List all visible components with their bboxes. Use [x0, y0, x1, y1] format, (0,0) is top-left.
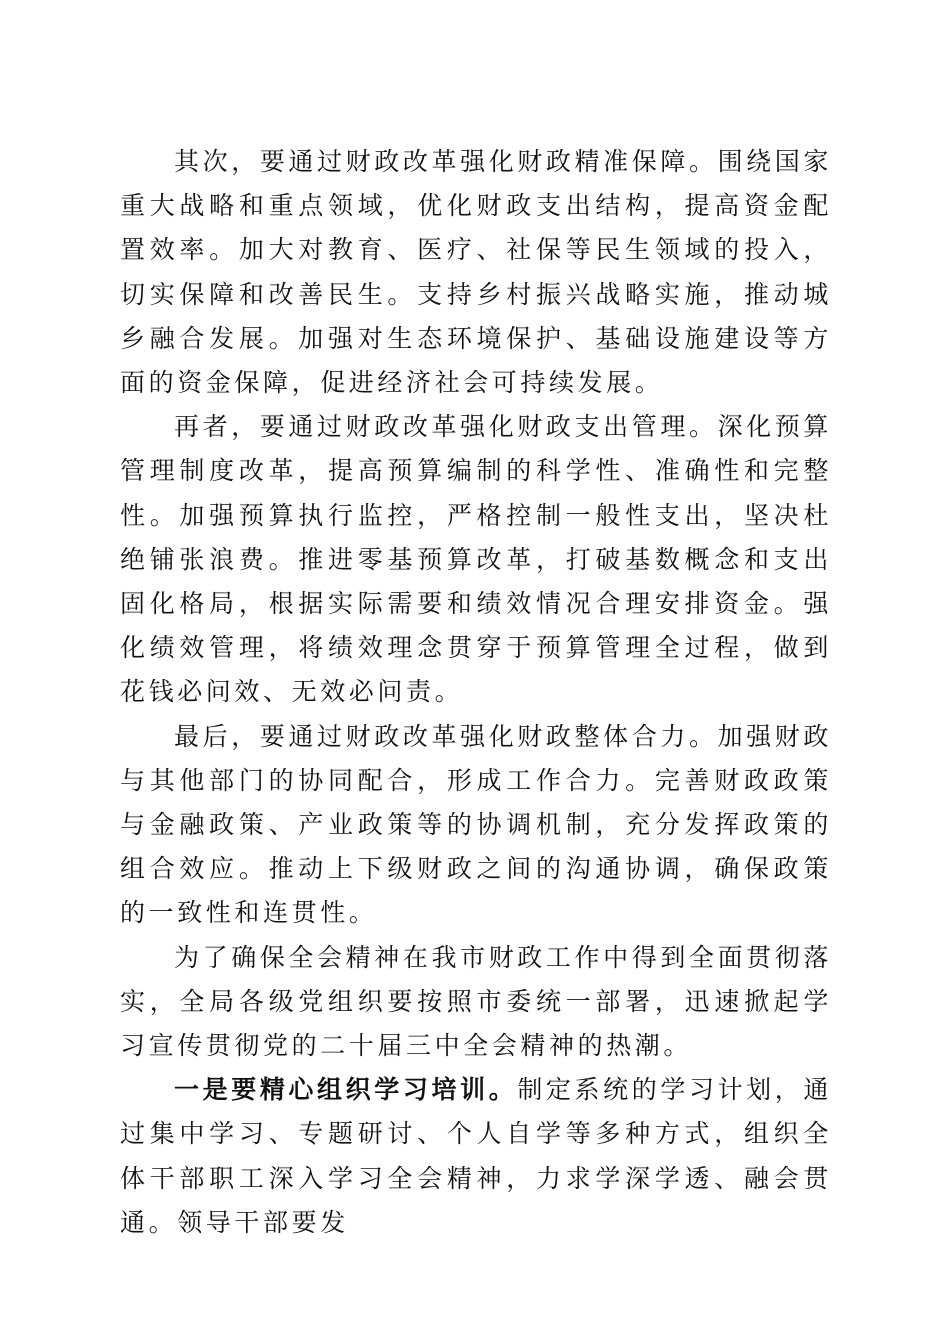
paragraph-lead: 一是要精心组织学习培训。 — [174, 1075, 518, 1105]
paragraph-overall-synergy — [120, 715, 832, 936]
document-body — [120, 140, 832, 1245]
paragraph-expenditure-management — [120, 405, 832, 714]
paragraph-study-training — [120, 1068, 832, 1245]
paragraph-text: 最后，要通过财政改革强化财政整体合力。加强财政与其他部门的协同配合，形成工作合力。完善财政政策与金融政策、产业政策等的协调机制，充分发挥政策的组合效应。推动上下级财政之间的沟通协调，确保政策的一致性和连贯性。 — [120, 721, 832, 928]
paragraph-fiscal-guarantee — [120, 140, 832, 405]
paragraph-text: 其次，要通过财政改革强化财政精准保障。围绕国家重大战略和重点领域，优化财政支出结构，提高资金配置效率。加大对教育、医疗、社保等民生领域的投入，切实保障和改善民生。支持乡村振兴战略实施，推动城乡融合发展。加强对生态环境保护、基础设施建设等方面的资金保障，促进经济社会可持续发展。 — [120, 147, 832, 398]
paragraph-text: 制定系统的学习计划，通过集中学习、专题研讨、个人自学等多种方式，组织全体干部职工深入学习全会精神，力求学深学透、融会贯通。领导干部要发 — [120, 1075, 832, 1237]
paragraph-implementation — [120, 936, 832, 1069]
paragraph-text: 再者，要通过财政改革强化财政支出管理。深化预算管理制度改革，提高预算编制的科学性、准确性和完整性。加强预算执行监控，严格控制一般性支出，坚决杜绝铺张浪费。推进零基预算改革，打破基数概念和支出固化格局，根据实际需要和绩效情况合理安排资金。强化绩效管理，将绩效理念贯穿于预算管理全过程，做到花钱必问效、无效必问责。 — [120, 412, 832, 707]
paragraph-text: 为了确保全会精神在我市财政工作中得到全面贯彻落实，全局各级党组织要按照市委统一部署，迅速掀起学习宣传贯彻党的二十届三中全会精神的热潮。 — [120, 942, 832, 1061]
